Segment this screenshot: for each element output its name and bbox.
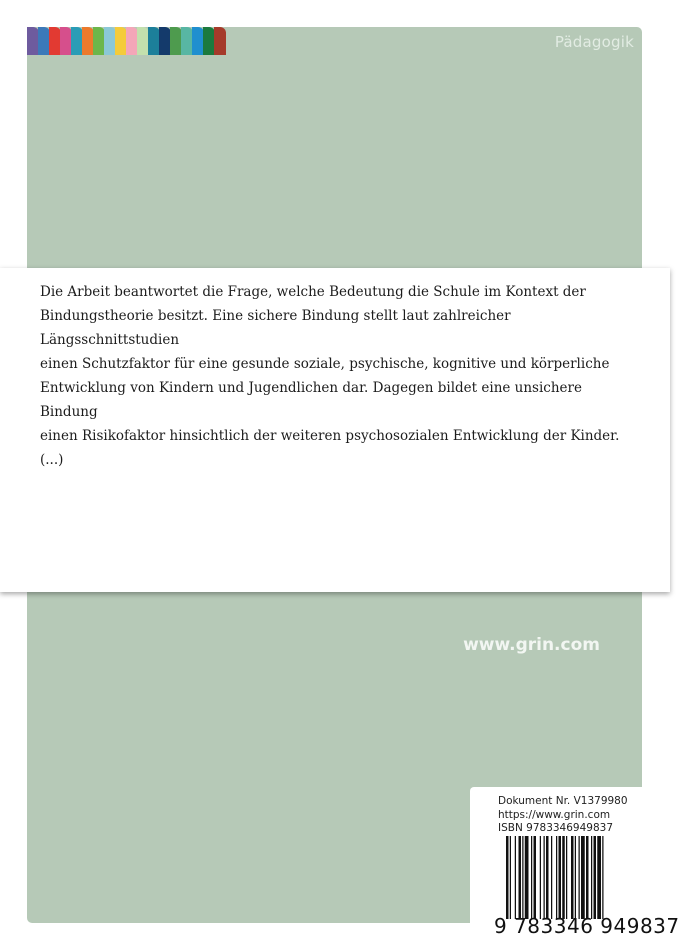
barcode-bar bbox=[510, 836, 511, 919]
barcode-bar bbox=[562, 836, 565, 919]
publisher-url: https://www.grin.com bbox=[498, 808, 611, 821]
barcode-bar bbox=[579, 836, 580, 919]
barcode-digits: 9 783346 949837 bbox=[494, 914, 680, 938]
barcode-bar bbox=[571, 836, 574, 919]
barcode-bar bbox=[522, 836, 523, 919]
publisher-website: www.grin.com bbox=[463, 635, 600, 655]
category-label: Pädagogik bbox=[554, 33, 634, 51]
document-number: Dokument Nr. V1379980 bbox=[498, 795, 628, 807]
barcode-bar bbox=[586, 836, 589, 919]
barcode-bar bbox=[559, 836, 562, 919]
barcode-bar bbox=[544, 836, 545, 919]
barcode-bar bbox=[519, 836, 522, 919]
barcode-bar bbox=[540, 836, 541, 919]
isbn-number: ISBN 9783346949837 bbox=[498, 822, 614, 834]
color-tab bbox=[214, 27, 226, 55]
barcode-bar bbox=[525, 836, 529, 919]
barcode-bar bbox=[575, 836, 576, 919]
barcode-bar bbox=[546, 836, 549, 919]
barcode-bar bbox=[581, 836, 585, 919]
barcode-bar bbox=[602, 836, 603, 919]
book-info-lines bbox=[498, 795, 628, 836]
barcode-bar bbox=[531, 836, 532, 919]
barcode-bar bbox=[597, 836, 601, 919]
color-tab-strip bbox=[27, 27, 225, 55]
barcode-bar bbox=[534, 836, 537, 919]
barcode-bar bbox=[566, 836, 567, 919]
barcode-bar bbox=[556, 836, 557, 919]
barcode-bar bbox=[591, 836, 592, 919]
book-info-box bbox=[470, 787, 680, 938]
book-blurb: Die Arbeit beantwortet die Frage, welche Bedeutung die Schule im Kontext der Bindungstheorie besitzt. Eine sichere Bindung stellt laut zahlreicher Längsschnittstudien einen Schutzfaktor für eine gesunde soziale, psychische, kognitive und körperliche Entwicklung von Kindern und Jugendlichen dar. Dagegen bildet eine unsichere Bindung einen Risikofaktor hinsichtlich der weiteren psychosozialen Entwicklung der Kinder. (...) bbox=[40, 284, 620, 468]
barcode-bar bbox=[515, 836, 516, 919]
barcode-bar bbox=[594, 836, 597, 919]
barcode-bar bbox=[551, 836, 552, 919]
barcode-bar bbox=[506, 836, 509, 919]
isbn-barcode bbox=[506, 836, 656, 919]
